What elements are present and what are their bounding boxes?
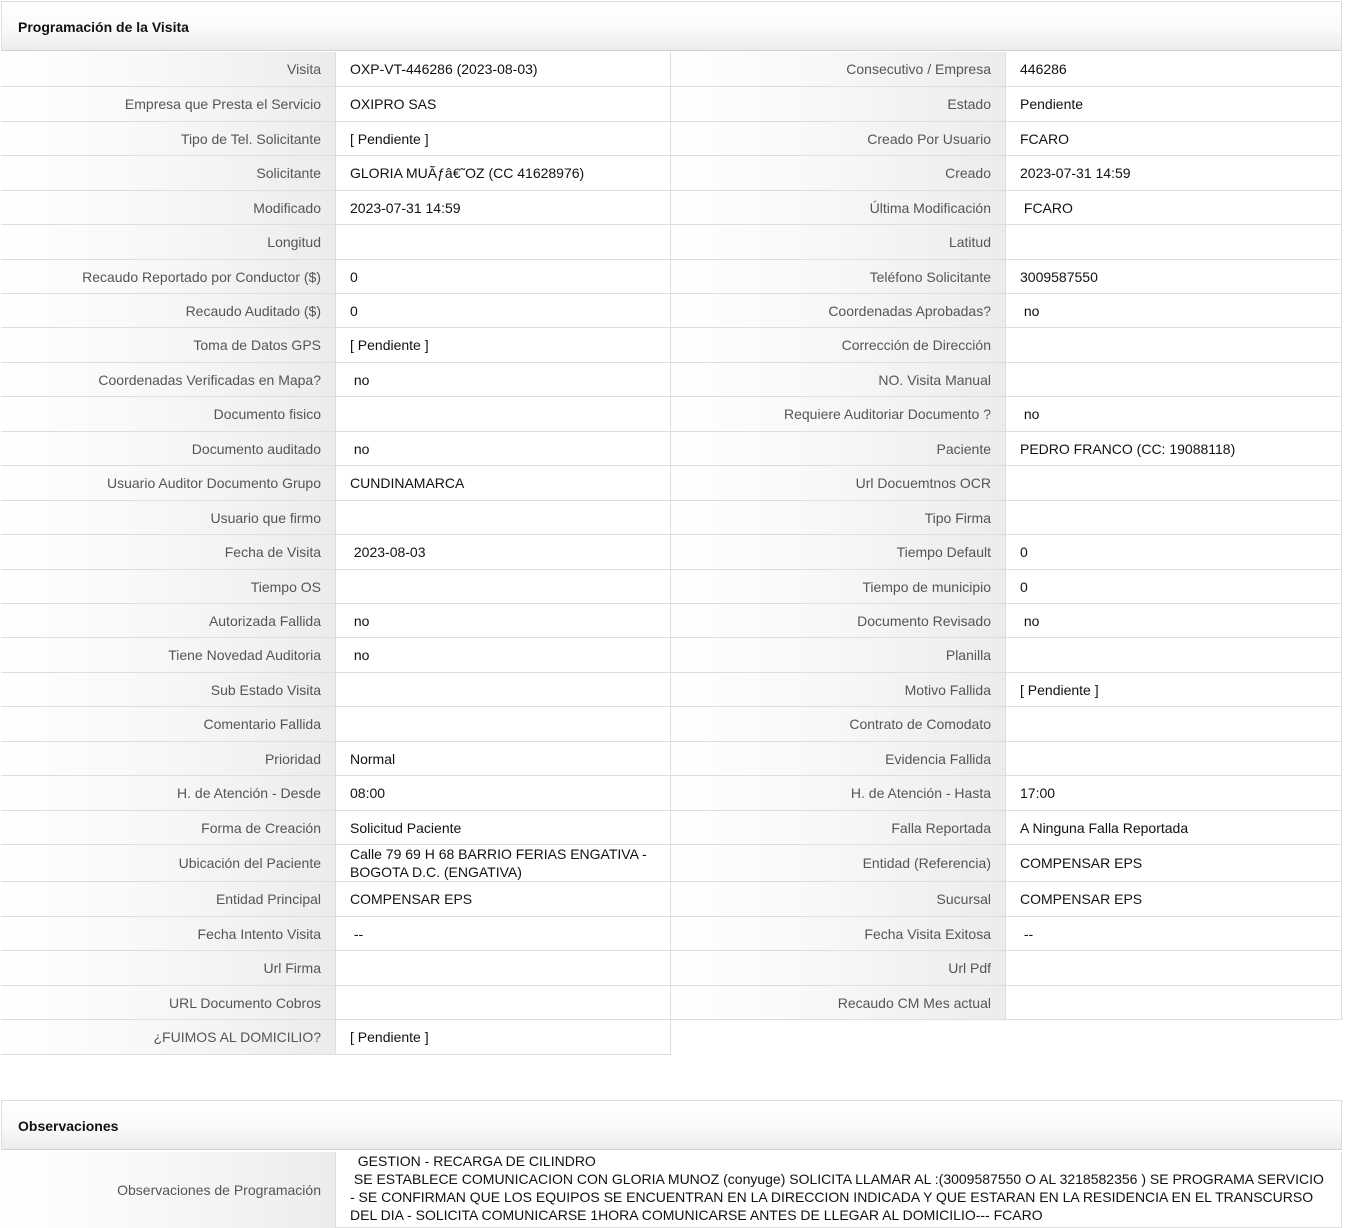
field-value: 0 (336, 294, 671, 328)
field-value: Calle 79 69 H 68 BARRIO FERIAS ENGATIVA - BOGOTA D.C. (ENGATIVA) (336, 845, 671, 882)
field-label: Coordenadas Verificadas en Mapa? (1, 363, 336, 397)
field-label: Usuario Auditor Documento Grupo (1, 466, 336, 501)
field-value: 17:00 (1006, 776, 1342, 811)
field-value: no (336, 638, 671, 673)
empty-cell (671, 1020, 1006, 1055)
field-value (336, 501, 671, 535)
field-value: -- (336, 917, 671, 951)
field-value (1006, 986, 1342, 1020)
field-label: Modificado (1, 191, 336, 225)
field-label: Recaudo Auditado ($) (1, 294, 336, 328)
field-value: no (336, 604, 671, 638)
field-label: Prioridad (1, 742, 336, 776)
observaciones-value (336, 1152, 1342, 1228)
field-label: Empresa que Presta el Servicio (1, 87, 336, 122)
field-label: Tiempo Default (671, 535, 1006, 570)
observaciones-line: SE ESTABLECE COMUNICACION CON GLORIA MUNOZ (conyuge) SOLICITA LLAMAR AL :(3009587550 O AL 3218582356 ) SE PROGRAMA SERVICIO - SE CONFIRMAN QUE LOS EQUIPOS SE ENCUENTRAN EN LA DIRECCION INDICADA Y QUE ESTARAN EN LA RESIDENCIA EN EL TRANSCURSO DEL DIA - SOLICITA COMUNICARSE 1HORA COMUNICARSE ANTES DE LLEGAR AL DOMICILIO--- FCARO (350, 1171, 1328, 1223)
field-label: Tiene Novedad Auditoria (1, 638, 336, 673)
field-value: COMPENSAR EPS (1006, 845, 1342, 882)
observaciones-line: GESTION - RECARGA DE CILINDRO (350, 1153, 596, 1169)
field-label: URL Documento Cobros (1, 986, 336, 1020)
field-label: Entidad (Referencia) (671, 845, 1006, 882)
field-label: Planilla (671, 638, 1006, 673)
section-title: Programación de la Visita (18, 19, 189, 35)
field-label: Entidad Principal (1, 882, 336, 917)
field-label: Corrección de Dirección (671, 328, 1006, 363)
field-value: [ Pendiente ] (1006, 673, 1342, 707)
field-label: Fecha Visita Exitosa (671, 917, 1006, 951)
field-value: -- (1006, 917, 1342, 951)
field-label: Documento fisico (1, 397, 336, 432)
field-label: Fecha de Visita (1, 535, 336, 570)
observaciones-title: Observaciones (18, 1118, 119, 1134)
field-label: H. de Atención - Hasta (671, 776, 1006, 811)
field-value: Pendiente (1006, 87, 1342, 122)
empty-cell (1006, 1020, 1342, 1055)
field-value (336, 570, 671, 604)
field-label: Falla Reportada (671, 811, 1006, 845)
field-value: FCARO (1006, 191, 1342, 225)
field-label: Coordenadas Aprobadas? (671, 294, 1006, 328)
field-label: Documento auditado (1, 432, 336, 466)
field-value (1006, 466, 1342, 501)
field-label: Url Pdf (671, 951, 1006, 986)
observaciones-row (1, 1152, 1342, 1228)
field-value: OXIPRO SAS (336, 87, 671, 122)
field-label: Tipo Firma (671, 501, 1006, 535)
field-label: Latitud (671, 225, 1006, 260)
field-label: Recaudo CM Mes actual (671, 986, 1006, 1020)
field-value: 2023-07-31 14:59 (1006, 156, 1342, 191)
field-value: 0 (1006, 570, 1342, 604)
field-value: no (1006, 397, 1342, 432)
field-value: [ Pendiente ] (336, 328, 671, 363)
field-value: PEDRO FRANCO (CC: 19088118) (1006, 432, 1342, 466)
field-label: Paciente (671, 432, 1006, 466)
field-value (1006, 363, 1342, 397)
field-value (1006, 501, 1342, 535)
field-value: 2023-08-03 (336, 535, 671, 570)
field-value: OXP-VT-446286 (2023-08-03) (336, 52, 671, 87)
field-label: Recaudo Reportado por Conductor ($) (1, 260, 336, 294)
field-value (1006, 742, 1342, 776)
field-label: Visita (1, 52, 336, 87)
field-label: Tipo de Tel. Solicitante (1, 122, 336, 156)
field-label: ¿FUIMOS AL DOMICILIO? (1, 1020, 336, 1055)
field-value: A Ninguna Falla Reportada (1006, 811, 1342, 845)
field-value (336, 397, 671, 432)
visit-details-grid (1, 52, 1342, 1055)
field-value (336, 673, 671, 707)
field-value: FCARO (1006, 122, 1342, 156)
field-label: H. de Atención - Desde (1, 776, 336, 811)
field-value: 0 (336, 260, 671, 294)
field-value (1006, 328, 1342, 363)
field-value: CUNDINAMARCA (336, 466, 671, 501)
field-label: Requiere Auditoriar Documento ? (671, 397, 1006, 432)
field-label: Sucursal (671, 882, 1006, 917)
field-value (1006, 638, 1342, 673)
section-header-observaciones (1, 1100, 1342, 1150)
field-label: Fecha Intento Visita (1, 917, 336, 951)
field-value: [ Pendiente ] (336, 1020, 671, 1055)
field-label: Observaciones de Programación (1, 1152, 336, 1228)
field-value (336, 951, 671, 986)
field-value (1006, 951, 1342, 986)
field-label: Motivo Fallida (671, 673, 1006, 707)
field-label: Longitud (1, 225, 336, 260)
field-label: Forma de Creación (1, 811, 336, 845)
field-value: COMPENSAR EPS (1006, 882, 1342, 917)
field-value: Solicitud Paciente (336, 811, 671, 845)
field-label: Evidencia Fallida (671, 742, 1006, 776)
field-value: COMPENSAR EPS (336, 882, 671, 917)
field-value: no (336, 432, 671, 466)
field-label: Autorizada Fallida (1, 604, 336, 638)
field-label: Comentario Fallida (1, 707, 336, 742)
field-label: Consecutivo / Empresa (671, 52, 1006, 87)
field-label: NO. Visita Manual (671, 363, 1006, 397)
field-label: Creado Por Usuario (671, 122, 1006, 156)
field-label: Contrato de Comodato (671, 707, 1006, 742)
field-label: Solicitante (1, 156, 336, 191)
field-value (1006, 707, 1342, 742)
field-value: 0 (1006, 535, 1342, 570)
field-value: 08:00 (336, 776, 671, 811)
field-label: Tiempo de municipio (671, 570, 1006, 604)
field-label: Teléfono Solicitante (671, 260, 1006, 294)
field-value: [ Pendiente ] (336, 122, 671, 156)
field-value: no (1006, 604, 1342, 638)
field-value: GLORIA MUÃƒâ€˜OZ (CC 41628976) (336, 156, 671, 191)
field-value (336, 986, 671, 1020)
field-label: Estado (671, 87, 1006, 122)
field-value: no (336, 363, 671, 397)
field-value (336, 225, 671, 260)
field-label: Usuario que firmo (1, 501, 336, 535)
field-value: 446286 (1006, 52, 1342, 87)
field-value (1006, 225, 1342, 260)
field-label: Ubicación del Paciente (1, 845, 336, 882)
field-label: Url Docuemtnos OCR (671, 466, 1006, 501)
section-header-programacion (1, 1, 1342, 51)
field-value: 3009587550 (1006, 260, 1342, 294)
field-label: Documento Revisado (671, 604, 1006, 638)
field-value: no (1006, 294, 1342, 328)
field-label: Url Firma (1, 951, 336, 986)
field-label: Sub Estado Visita (1, 673, 336, 707)
field-value: Normal (336, 742, 671, 776)
field-value: 2023-07-31 14:59 (336, 191, 671, 225)
field-label: Tiempo OS (1, 570, 336, 604)
field-label: Toma de Datos GPS (1, 328, 336, 363)
field-label: Última Modificación (671, 191, 1006, 225)
field-value (336, 707, 671, 742)
field-label: Creado (671, 156, 1006, 191)
